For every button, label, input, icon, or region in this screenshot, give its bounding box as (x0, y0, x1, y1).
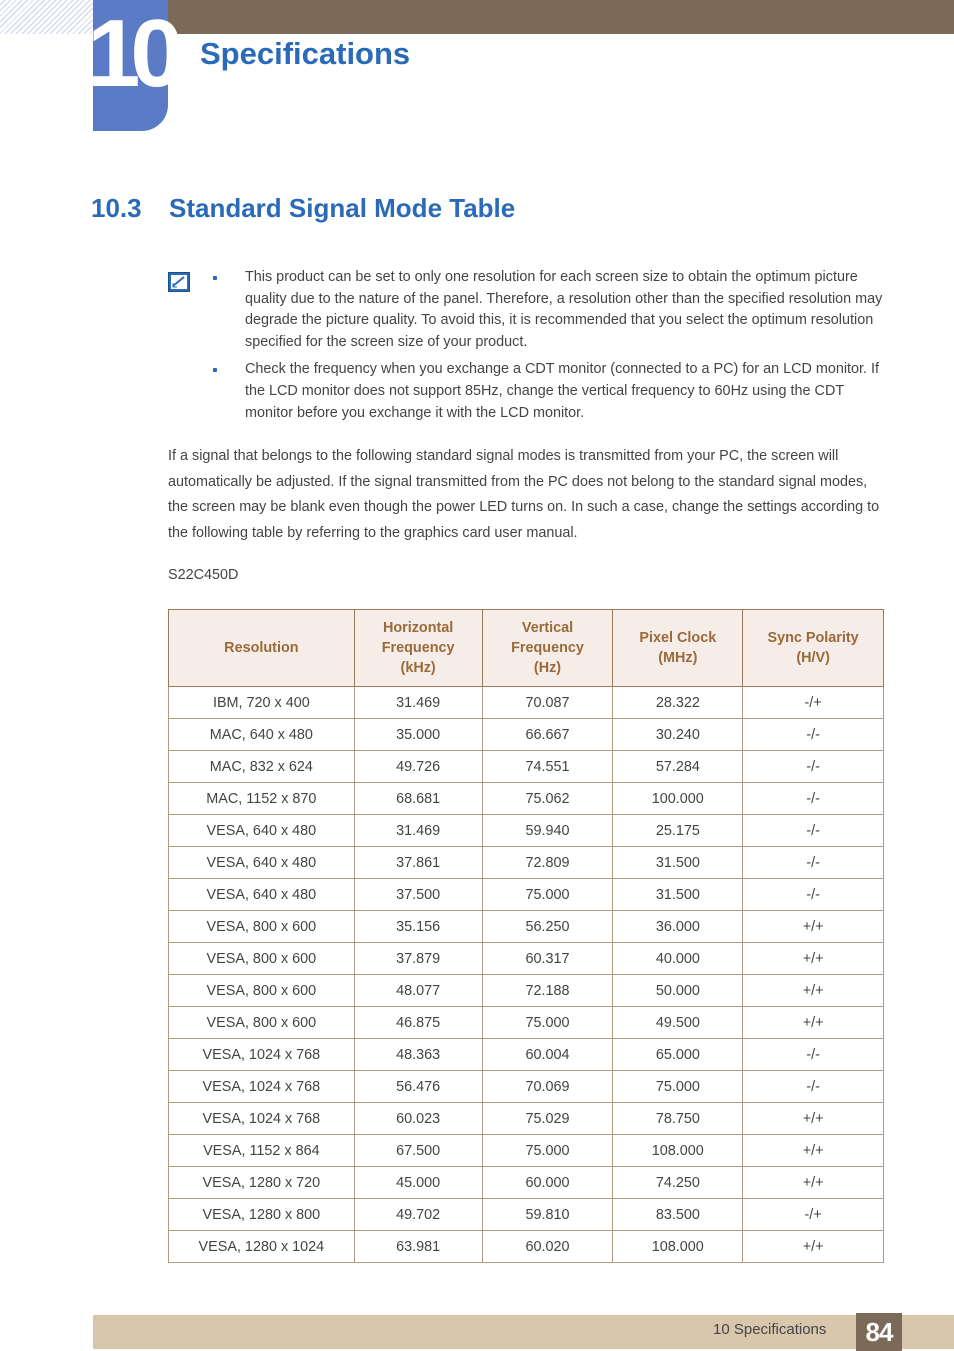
note-pencil-icon (168, 272, 190, 292)
header-sync-polarity (743, 610, 884, 687)
cell-sync-polarity: -/- (743, 1039, 884, 1071)
table-row (169, 1231, 884, 1263)
header-line: Frequency (511, 640, 584, 656)
model-name: S22C450D (168, 567, 239, 583)
decorative-hatch (0, 0, 93, 34)
cell-vertical-frequency: 56.250 (482, 911, 613, 943)
header-vertical-frequency (482, 610, 613, 687)
cell-horizontal-frequency: 56.476 (354, 1071, 482, 1103)
cell-resolution: VESA, 1280 x 800 (169, 1199, 355, 1231)
table-row (169, 1199, 884, 1231)
cell-vertical-frequency: 59.940 (482, 815, 613, 847)
cell-horizontal-frequency: 35.000 (354, 719, 482, 751)
cell-resolution: VESA, 1152 x 864 (169, 1135, 355, 1167)
header-horizontal-frequency (354, 610, 482, 687)
cell-vertical-frequency: 60.317 (482, 943, 613, 975)
header-line: Horizontal (382, 620, 454, 636)
table-row (169, 943, 884, 975)
cell-vertical-frequency: 59.810 (482, 1199, 613, 1231)
cell-resolution: VESA, 640 x 480 (169, 879, 355, 911)
cell-vertical-frequency: 72.188 (482, 975, 613, 1007)
cell-pixel-clock: 108.000 (613, 1135, 743, 1167)
cell-sync-polarity: -/- (743, 751, 884, 783)
header-line: (H/V) (796, 650, 830, 666)
section-title (91, 193, 515, 224)
cell-horizontal-frequency: 45.000 (354, 1167, 482, 1199)
cell-horizontal-frequency: 46.875 (354, 1007, 482, 1039)
cell-pixel-clock: 100.000 (613, 783, 743, 815)
header-line: Resolution (224, 640, 299, 656)
cell-resolution: VESA, 1024 x 768 (169, 1071, 355, 1103)
cell-sync-polarity: +/+ (743, 943, 884, 975)
cell-resolution: VESA, 1024 x 768 (169, 1039, 355, 1071)
cell-sync-polarity: -/+ (743, 687, 884, 719)
cell-pixel-clock: 65.000 (613, 1039, 743, 1071)
cell-horizontal-frequency: 49.726 (354, 751, 482, 783)
cell-resolution: IBM, 720 x 400 (169, 687, 355, 719)
cell-pixel-clock: 30.240 (613, 719, 743, 751)
table-header-row (169, 610, 884, 687)
cell-horizontal-frequency: 63.981 (354, 1231, 482, 1263)
cell-pixel-clock: 50.000 (613, 975, 743, 1007)
note-text: This product can be set to only one resolution for each screen size to obtain the optimum picture quality due to the nature of the panel. Therefore, a resolution other than the specified resolution may degrade the picture quality. To avoid this, it is recommended that you select the optimum resolution specified for the screen size of your product. (245, 269, 883, 350)
cell-resolution: VESA, 800 x 600 (169, 911, 355, 943)
signal-mode-table (168, 609, 884, 1263)
header-resolution (169, 610, 355, 687)
table-row (169, 879, 884, 911)
header-bar (168, 0, 954, 34)
cell-horizontal-frequency: 68.681 (354, 783, 482, 815)
cell-pixel-clock: 25.175 (613, 815, 743, 847)
cell-pixel-clock: 49.500 (613, 1007, 743, 1039)
table-row (169, 751, 884, 783)
table-row (169, 1039, 884, 1071)
cell-sync-polarity: +/+ (743, 911, 884, 943)
header-line: Frequency (381, 640, 455, 656)
table-row (169, 815, 884, 847)
table-row (169, 687, 884, 719)
cell-vertical-frequency: 70.069 (482, 1071, 613, 1103)
cell-horizontal-frequency: 67.500 (354, 1135, 482, 1167)
table-row (169, 1167, 884, 1199)
cell-resolution: MAC, 832 x 624 (169, 751, 355, 783)
table-row (169, 1007, 884, 1039)
cell-horizontal-frequency: 35.156 (354, 911, 482, 943)
cell-vertical-frequency: 66.667 (482, 719, 613, 751)
cell-resolution: VESA, 1280 x 720 (169, 1167, 355, 1199)
cell-sync-polarity: +/+ (743, 1007, 884, 1039)
cell-sync-polarity: +/+ (743, 1135, 884, 1167)
table-row (169, 1071, 884, 1103)
header-line: (kHz) (400, 660, 436, 676)
cell-resolution: VESA, 800 x 600 (169, 1007, 355, 1039)
cell-resolution: VESA, 800 x 600 (169, 943, 355, 975)
cell-vertical-frequency: 75.000 (482, 879, 613, 911)
footer-label: 10 Specifications (713, 1321, 827, 1338)
cell-resolution: MAC, 640 x 480 (169, 719, 355, 751)
cell-pixel-clock: 108.000 (613, 1231, 743, 1263)
cell-sync-polarity: +/+ (743, 1167, 884, 1199)
cell-horizontal-frequency: 48.077 (354, 975, 482, 1007)
header-line: Vertical (521, 620, 574, 636)
note-list (211, 267, 891, 430)
cell-vertical-frequency: 60.000 (482, 1167, 613, 1199)
note-item (211, 359, 891, 424)
cell-sync-polarity: -/- (743, 783, 884, 815)
cell-pixel-clock: 78.750 (613, 1103, 743, 1135)
cell-sync-polarity: +/+ (743, 975, 884, 1007)
cell-horizontal-frequency: 49.702 (354, 1199, 482, 1231)
cell-sync-polarity: +/+ (743, 1103, 884, 1135)
cell-sync-polarity: -/- (743, 719, 884, 751)
cell-vertical-frequency: 75.000 (482, 1135, 613, 1167)
cell-sync-polarity: -/- (743, 879, 884, 911)
cell-pixel-clock: 57.284 (613, 751, 743, 783)
cell-horizontal-frequency: 48.363 (354, 1039, 482, 1071)
header-line: (MHz) (658, 650, 698, 666)
intro-paragraph: If a signal that belongs to the following standard signal modes is transmitted from your PC, the screen will automatically be adjusted. If the signal transmitted from the PC does not belong to the standard signal modes, the screen may be blank even though the power LED turns on. In such a case, change the settings according to the following table by referring to the graphics card user manual. (168, 448, 880, 541)
cell-vertical-frequency: 75.062 (482, 783, 613, 815)
cell-sync-polarity: +/+ (743, 1231, 884, 1263)
cell-vertical-frequency: 75.029 (482, 1103, 613, 1135)
note-text: Check the frequency when you exchange a CDT monitor (connected to a PC) for an LCD monitor. If the LCD monitor does not support 85Hz, change the vertical frequency to 60Hz using the CDT monitor before you exchange it with the LCD monitor. (245, 361, 880, 421)
header-line: Pixel Clock (639, 630, 717, 646)
cell-horizontal-frequency: 37.500 (354, 879, 482, 911)
cell-pixel-clock: 75.000 (613, 1071, 743, 1103)
cell-pixel-clock: 36.000 (613, 911, 743, 943)
chapter-title: Specifications (200, 36, 411, 71)
cell-pixel-clock: 74.250 (613, 1167, 743, 1199)
cell-vertical-frequency: 72.809 (482, 847, 613, 879)
cell-horizontal-frequency: 37.879 (354, 943, 482, 975)
cell-pixel-clock: 28.322 (613, 687, 743, 719)
table-row (169, 1135, 884, 1167)
section-number: 10.3 (91, 193, 142, 223)
cell-vertical-frequency: 70.087 (482, 687, 613, 719)
page-number: 84 (856, 1313, 902, 1351)
cell-resolution: MAC, 1152 x 870 (169, 783, 355, 815)
chapter-tab (87, 0, 174, 131)
cell-resolution: VESA, 640 x 480 (169, 847, 355, 879)
cell-horizontal-frequency: 60.023 (354, 1103, 482, 1135)
cell-vertical-frequency: 60.020 (482, 1231, 613, 1263)
cell-sync-polarity: -/- (743, 815, 884, 847)
table-row (169, 783, 884, 815)
cell-pixel-clock: 31.500 (613, 879, 743, 911)
chapter-number: 10 (87, 0, 174, 107)
cell-sync-polarity: -/- (743, 847, 884, 879)
cell-pixel-clock: 83.500 (613, 1199, 743, 1231)
cell-resolution: VESA, 800 x 600 (169, 975, 355, 1007)
section-heading: Standard Signal Mode Table (169, 193, 516, 223)
note-item (211, 267, 891, 353)
table-row (169, 911, 884, 943)
cell-resolution: VESA, 1024 x 768 (169, 1103, 355, 1135)
table-row (169, 975, 884, 1007)
cell-horizontal-frequency: 37.861 (354, 847, 482, 879)
table-row (169, 719, 884, 751)
cell-sync-polarity: -/- (743, 1071, 884, 1103)
cell-pixel-clock: 40.000 (613, 943, 743, 975)
bullet-icon (213, 368, 217, 372)
cell-vertical-frequency: 74.551 (482, 751, 613, 783)
bullet-icon (213, 276, 217, 280)
cell-vertical-frequency: 75.000 (482, 1007, 613, 1039)
cell-pixel-clock: 31.500 (613, 847, 743, 879)
header-line: (Hz) (533, 660, 562, 676)
header-line: Sync Polarity (767, 630, 859, 646)
cell-sync-polarity: -/+ (743, 1199, 884, 1231)
cell-vertical-frequency: 60.004 (482, 1039, 613, 1071)
table-row (169, 847, 884, 879)
header-pixel-clock (613, 610, 743, 687)
table-body (169, 687, 884, 1263)
cell-horizontal-frequency: 31.469 (354, 687, 482, 719)
cell-resolution: VESA, 1280 x 1024 (169, 1231, 355, 1263)
cell-resolution: VESA, 640 x 480 (169, 815, 355, 847)
table-row (169, 1103, 884, 1135)
cell-horizontal-frequency: 31.469 (354, 815, 482, 847)
